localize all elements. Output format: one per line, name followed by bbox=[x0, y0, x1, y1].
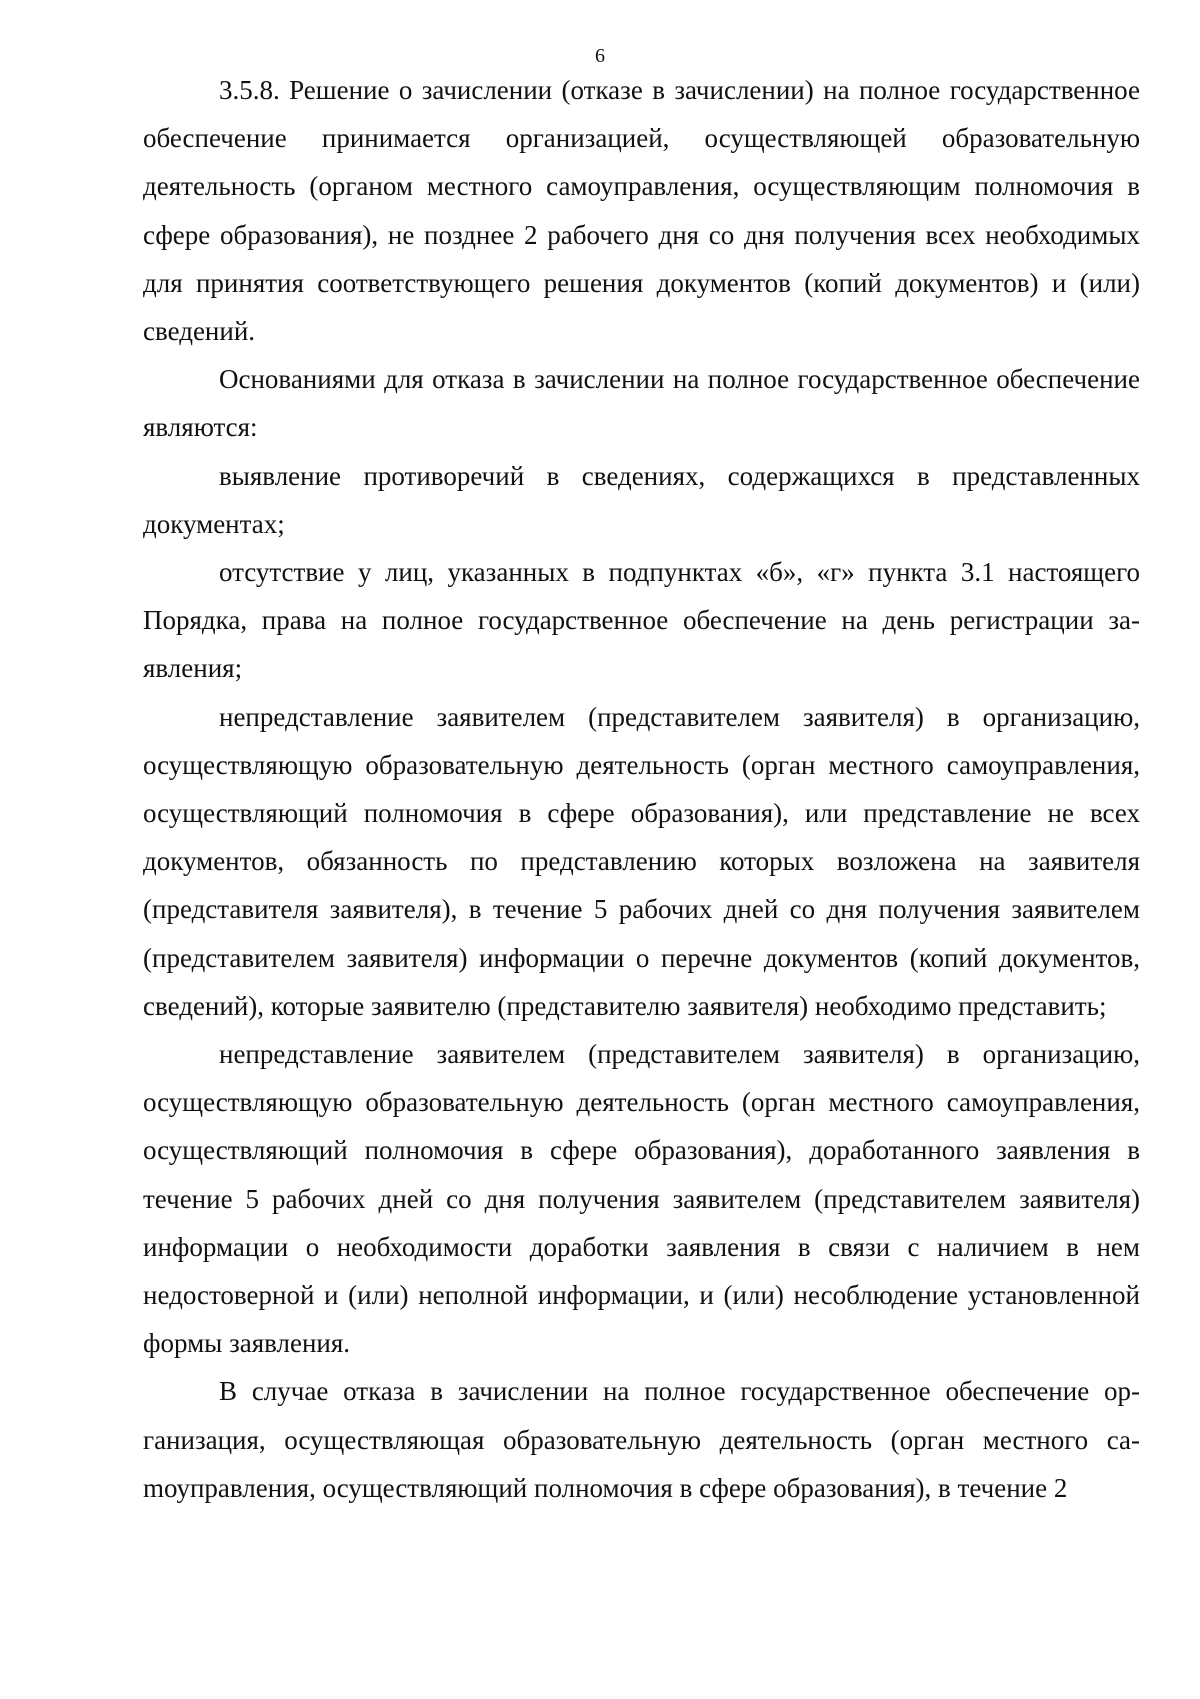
paragraph-ground-no-right: отсутствие у лиц, указанных в подпунктах «б», «г» пункта 3.1 настоящего Порядка, права на полное государственное обеспечение на день регистрации заявления; bbox=[143, 557, 1140, 684]
paragraph-ground-unrevised-application: непредставление заявителем (представителем заявителя) в организацию, осуществляющую образовательную деятельность (орган местного самоуправления, осуществляющий полномочия в сфере образования), доработанного заявления в течение 5 рабочих дней со дня получения заявителем (представителем заявителя) информации о необходимости доработки заявления в связи с наличием в нем недостоверной и (или) неполной информации, и (или) несоблюдение установленной формы заявления. bbox=[143, 1039, 1140, 1359]
paragraph-ground-contradictions: выявление противоречий в сведениях, содержащихся в представленных документах; bbox=[143, 460, 1140, 539]
page-number: 6 bbox=[595, 45, 605, 67]
paragraph-ground-missing-documents: непредставление заявителем (представителем заявителя) в организацию, осуществляющую образовательную деятельность (орган местного самоуправления, осуществляющий полномочия в сфере образования), или представление не всех документов, обязанность по представлению которых возложена на заявителя (представителя заявителя), в течение 5 рабочих дней со дня получения заявителем (представителем заявителя) информации о перечне документов (копий документов, сведений), которые заявителю (представителю заявителя) необходимо представить; bbox=[143, 701, 1140, 1021]
paragraph-3-5-8: 3.5.8. Решение о зачислении (отказе в зачислении) на полное государственное обеспечение принимается организацией, осуществляющей образовательную деятельность (органом местного самоуправления, осуществляющим полномочия в сфере образования), не позднее 2 рабочего дня со дня получения всех необходимых для принятия соответствующего решения документов (копий документов) и (или) сведений. bbox=[143, 75, 1140, 347]
paragraph-refusal-case: В случае отказа в зачислении на полное государственное обеспечение организация, осуществляющая образовательную деятельность (орган местного саmоуправления, осуществляющий полномочия в сфере образования), в течение 2 bbox=[143, 1376, 1140, 1503]
paragraph-refusal-grounds: Основаниями для отказа в зачислении на полное государственное обеспечение являются: bbox=[143, 364, 1140, 443]
document-body bbox=[143, 66, 1140, 1512]
